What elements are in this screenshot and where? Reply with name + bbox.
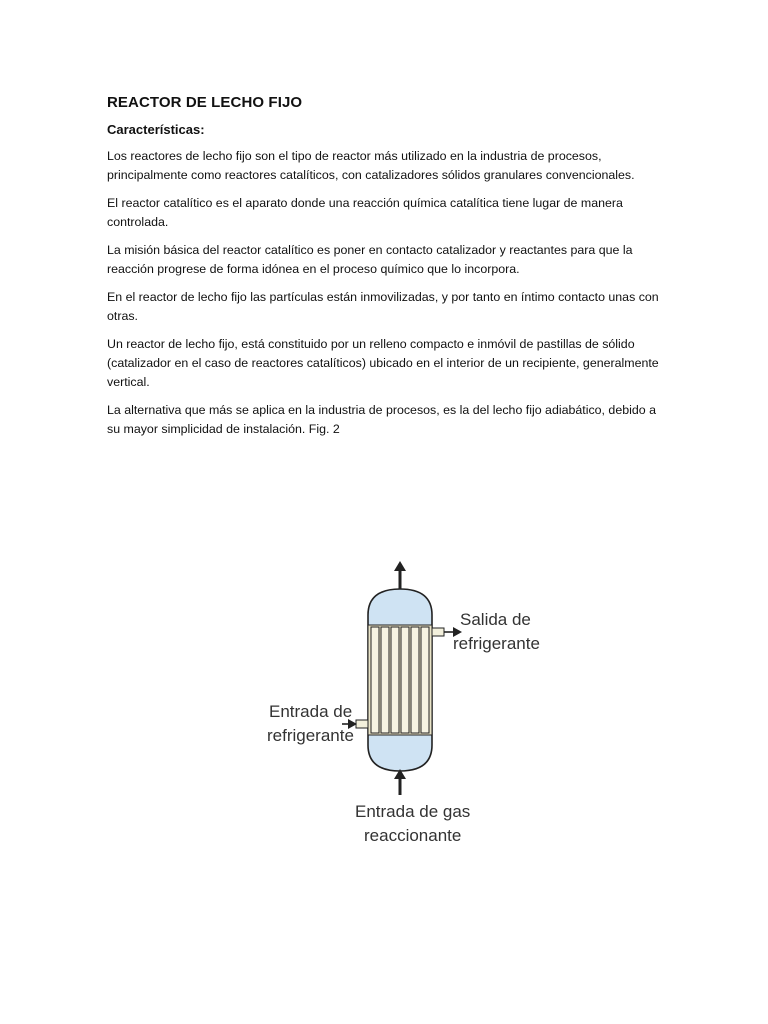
label-outlet-coolant-1: Salida de: [460, 610, 531, 629]
label-inlet-gas-2: reaccionante: [364, 826, 462, 845]
label-inlet-coolant-1: Entrada de: [269, 702, 353, 721]
paragraph-3: La misión básica del reactor catalítico es poner en contacto catalizador y reactantes para que la reacción progrese de forma idónea en el proceso químico que lo incorpora.: [107, 243, 633, 276]
reactor-diagram-svg: [250, 555, 550, 855]
label-inlet-coolant-2: refrigerante: [267, 726, 354, 745]
document-title: REACTOR DE LECHO FIJO: [107, 94, 303, 111]
paragraph-2: El reactor catalítico es el aparato donde una reacción química catalítica tiene lugar de manera controlada.: [107, 196, 623, 229]
catalyst-tubes: [368, 625, 432, 735]
section-heading: Características:: [107, 122, 205, 137]
paragraph-5: Un reactor de lecho fijo, está constituido por un relleno compacto e inmóvil de pastillas de sólido (catalizador en el caso de reactores catalíticos) ubicado en el interior de un recipiente, generalmente vertical.: [107, 337, 659, 389]
top-outlet-arrow: [394, 561, 406, 589]
paragraph-6: La alternativa que más se aplica en la industria de procesos, es la del lecho fijo adiabático, debido a su mayor simplicidad de instalación. Fig. 2: [107, 403, 656, 436]
gas-inlet-arrow: [394, 769, 406, 795]
label-outlet-coolant-2: refrigerante: [453, 634, 540, 653]
paragraph-1: Los reactores de lecho fijo son el tipo de reactor más utilizado en la industria de procesos, principalmente como reactores catalíticos, con catalizadores sólidos granulares convencionales.: [107, 149, 635, 182]
document-body: [107, 94, 667, 448]
label-inlet-gas-1: Entrada de gas: [355, 802, 471, 821]
paragraph-4: En el reactor de lecho fijo las partículas están inmovilizadas, y por tanto en íntimo contacto unas con otras.: [107, 290, 659, 323]
reactor-diagram: [250, 555, 550, 855]
